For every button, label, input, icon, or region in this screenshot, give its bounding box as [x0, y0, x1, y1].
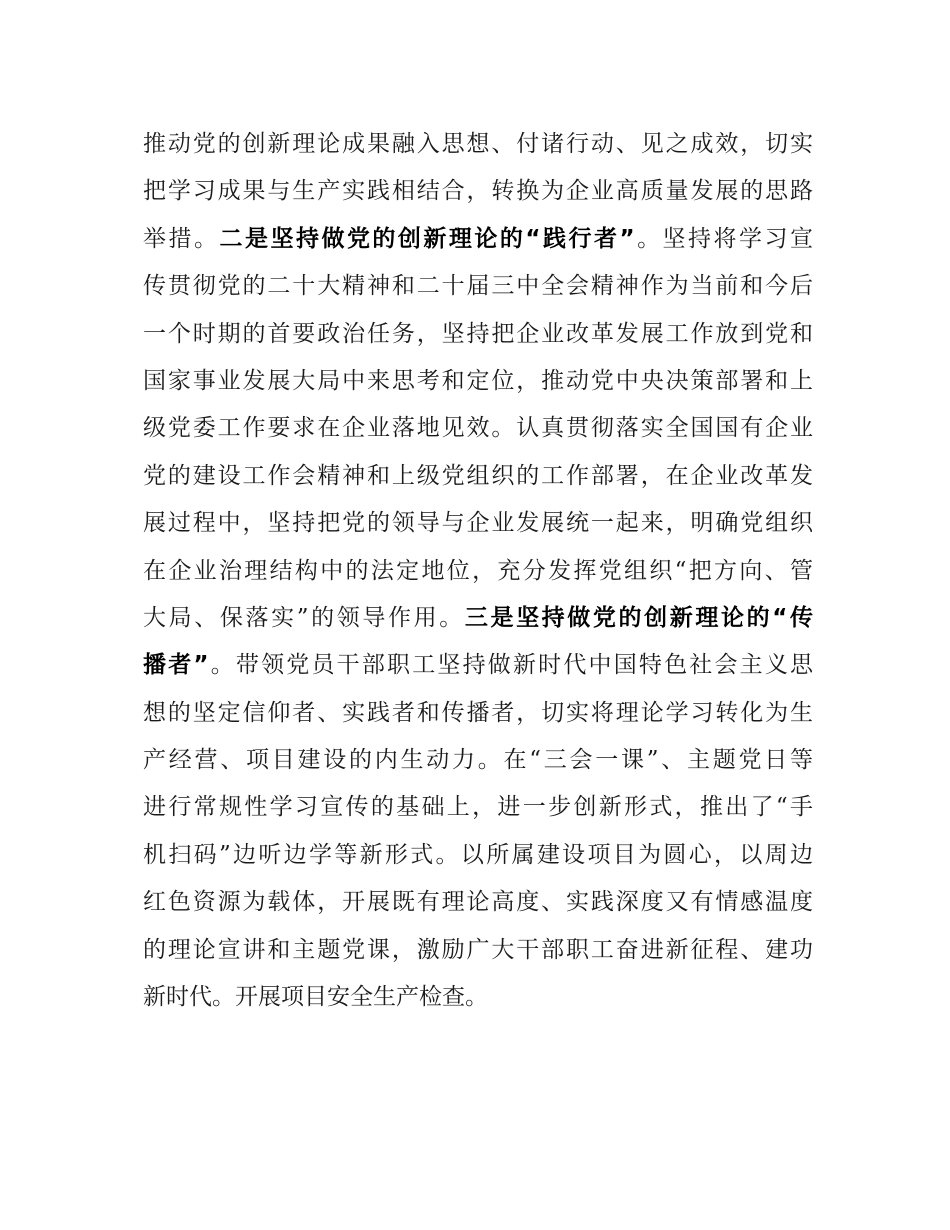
body-text: 的理论宣讲和主题党课，激励广大干部职工奋进新征程、建功 [143, 936, 813, 963]
bold-heading-text: 播者” [143, 652, 209, 679]
text-line [143, 168, 813, 215]
body-text: 红色资源为载体，开展既有理论高度、实践深度又有情感温度 [143, 889, 813, 916]
text-line [143, 216, 813, 263]
body-text: 机扫码”边听边学等新形式。以所属建设项目为圆心，以周边 [143, 841, 813, 868]
body-text: 国家事业发展大局中来思考和定位，推动党中央决策部署和上 [143, 367, 813, 394]
body-text: 传贯彻党的二十大精神和二十届三中全会精神作为当前和今后 [143, 273, 813, 300]
text-line [143, 690, 813, 737]
text-line [143, 358, 813, 405]
body-text: 进行常规性学习宣传的基础上，进一步创新形式，推出了“手 [143, 794, 813, 821]
text-line [143, 500, 813, 547]
text-line [143, 784, 813, 831]
text-line [143, 548, 813, 595]
body-text: 党的建设工作会精神和上级党组织的工作部署，在企业改革发 [143, 462, 813, 489]
body-text: 。带领党员干部职工坚持做新时代中国特色社会主义思 [208, 652, 813, 679]
text-line [143, 121, 813, 168]
text-line [143, 595, 813, 642]
body-text: 在企业治理结构中的法定地位，充分发挥党组织“把方向、管 [143, 557, 813, 584]
body-text: 展过程中，坚持把党的领导与企业发展统一起来，明确党组织 [143, 510, 813, 537]
body-text: 新时代。开展项目安全生产检查。 [143, 984, 488, 1011]
bold-heading-text: 二是坚持做党的创新理论的“践行者” [219, 225, 635, 252]
body-text: 一个时期的首要政治任务，坚持把企业改革发展工作放到党和 [143, 320, 813, 347]
body-text: 推动党的创新理论成果融入思想、付诸行动、见之成效，切实 [143, 131, 813, 157]
body-text: 想的坚定信仰者、实践者和传播者，切实将理论学习转化为生 [143, 699, 813, 726]
body-text: 把学习成果与生产实践相结合，转换为企业高质量发展的思路 [143, 178, 813, 205]
text-line [143, 737, 813, 784]
document-body [143, 121, 813, 1021]
text-line [143, 974, 813, 1021]
text-line [143, 453, 813, 500]
body-text: 产经营、项目建设的内生动力。在“三会一课”、主题党日等 [143, 747, 813, 774]
text-line [143, 832, 813, 879]
bold-heading-text: 三是坚持做党的创新理论的“传 [464, 604, 813, 631]
body-text: 。坚持将学习宣 [634, 225, 814, 252]
text-line [143, 879, 813, 926]
body-text: 大局、保落实”的领导作用。 [143, 604, 465, 631]
body-text: 级党委工作要求在企业落地见效。认真贯彻落实全国国有企业 [143, 415, 813, 442]
text-line [143, 311, 813, 358]
text-line [143, 927, 813, 974]
text-line [143, 642, 813, 689]
text-line [143, 405, 813, 452]
text-line [143, 263, 813, 310]
body-text: 举措。 [143, 225, 220, 252]
